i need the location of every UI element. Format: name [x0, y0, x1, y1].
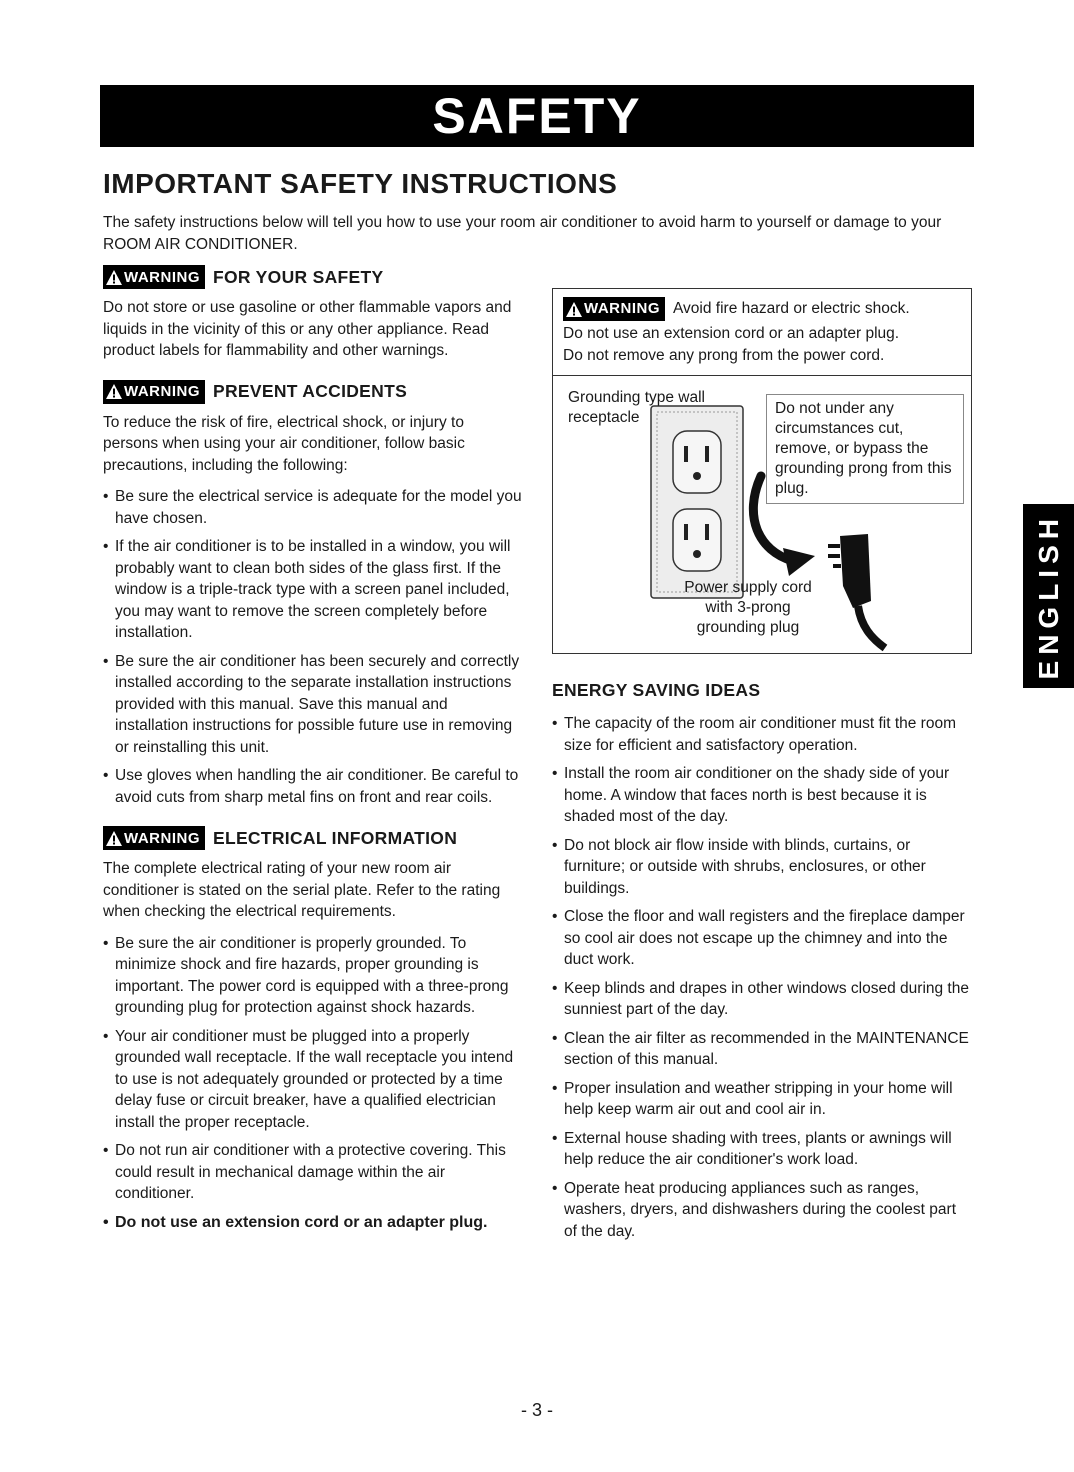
receptacle-diagram [553, 376, 971, 653]
electrical-heading [103, 826, 523, 850]
right-column [552, 288, 972, 1252]
warning-badge [563, 297, 665, 321]
prevent-accidents-list [103, 486, 523, 808]
list-item: • Be sure the electrical service is adequate for the model you have chosen. [103, 486, 523, 529]
power-cord-label [653, 578, 843, 638]
warning-badge [103, 265, 205, 289]
list-item: • The capacity of the room air conditioner must fit the room size for efficient and satisfactory operation. [552, 713, 972, 756]
list-item: • Operate heat producing appliances such as ranges, washers, dryers, and dishwashers during the coolest part of the day. [552, 1178, 972, 1243]
list-item: • Close the floor and wall registers and the fireplace damper so cool air does not escape up the chimney and into the duct work. [552, 906, 972, 971]
list-item: • Proper insulation and weather stripping in your home will help keep warm air out and cool air in. [552, 1078, 972, 1121]
prevent-accidents-heading [103, 380, 523, 404]
outlet-upper [673, 431, 721, 493]
page-number: - 3 - [520, 1400, 553, 1420]
warning-triangle-icon [105, 269, 123, 286]
power-cord-label-line: grounding plug [696, 619, 800, 636]
section-title: PREVENT ACCIDENTS [213, 381, 408, 401]
warning-badge-label: WARNING [124, 268, 200, 286]
warning-badge-label: WARNING [124, 383, 200, 400]
list-item: • If the air conditioner is to be installed in a window, you will probably want to clean both sides of the glass first. If the window is a triple-track type with a screen panel included, you may want to remove the screen completely before installation. [103, 536, 523, 644]
energy-title: ENERGY SAVING IDEAS [552, 680, 761, 700]
intro-text: The safety instructions below will tell you how to use your room air conditioner to avoid harm to yourself or damage to your ROOM AIR CONDITIONER. [103, 214, 942, 253]
electrical-list [103, 933, 523, 1234]
left-column [103, 265, 523, 1243]
power-cord-label-line: Power supply cord [684, 579, 812, 596]
list-item: • Be sure the air conditioner is properly grounded. To minimize shock and fire hazards, proper grounding is important. The power cord is equipped with a three-prong grounding plug for protection against shock hazards. [103, 933, 523, 1019]
warning-triangle-icon [105, 383, 123, 400]
language-tab [1023, 504, 1074, 688]
warning-lead: Avoid fire hazard or electric shock. [673, 300, 910, 317]
warning-line: Do not remove any prong from the power cord. [563, 347, 885, 364]
list-item: • Do not run air conditioner with a protective covering. This could result in mechanical damage within the air conditioner. [103, 1140, 523, 1205]
power-cord-label-line: with 3-prong [705, 599, 791, 616]
grounding-note: Do not under any circumstances cut, remove, or bypass the grounding prong from this plug. [766, 394, 964, 504]
list-item: • Keep blinds and drapes in other windows closed during the sunniest part of the day. [552, 978, 972, 1021]
warning-badge [103, 380, 205, 404]
list-item: • External house shading with trees, plants or awnings will help reduce the air conditioner's work load. [552, 1128, 972, 1171]
section-title: ELECTRICAL INFORMATION [213, 827, 458, 848]
warning-box [552, 288, 972, 654]
for-your-safety-heading [103, 265, 523, 289]
section-text: Do not store or use gasoline or other flammable vapors and liquids in the vicinity of this or any other appliance. Read product labels for flammability and other warnings. [103, 299, 512, 359]
list-item: • Install the room air conditioner on the shady side of your home. A window that faces north is best because it is shaded most of the day. [552, 763, 972, 828]
section-text: To reduce the risk of fire, electrical shock, or injury to persons when using your air conditioner, follow basic precautions, including the following: [103, 413, 465, 474]
warning-triangle-icon [105, 830, 123, 847]
warning-line: Do not use an extension cord or an adapter plug. [563, 325, 900, 342]
list-item: • Use gloves when handling the air conditioner. Be careful to avoid cuts from sharp metal fins on front and rear coils. [103, 765, 523, 808]
grounding-label: Grounding type wall receptacle [568, 389, 705, 426]
warning-badge-label: WARNING [584, 300, 660, 317]
warning-badge-label: WARNING [124, 829, 200, 847]
page-title: IMPORTANT SAFETY INSTRUCTIONS [103, 168, 618, 199]
list-item: • Do not block air flow inside with blinds, curtains, or furniture; or outside with shrubs, enclosures, or other buildings. [552, 835, 972, 900]
warning-triangle-icon [565, 301, 583, 318]
warning-badge [103, 826, 205, 850]
section-text: The complete electrical rating of your new room air conditioner is stated on the serial plate. Refer to the rating when checking the electrical requirements. [103, 860, 501, 920]
list-item: • Clean the air filter as recommended in the MAINTENANCE section of this manual. [552, 1028, 972, 1071]
language-tab-label: ENGLISH [1032, 512, 1064, 680]
list-item-bold: • Do not use an extension cord or an adapter plug. [103, 1212, 523, 1234]
section-banner: SAFETY [100, 85, 974, 147]
arrow-head-icon [783, 548, 815, 576]
section-title: FOR YOUR SAFETY [213, 266, 384, 287]
list-item: • Be sure the air conditioner has been securely and correctly installed according to the separate installation instructions provided with this manual. Save this manual and installation instructions for possible future use in removing or reinstalling this unit. [103, 651, 523, 759]
outlet-lower [673, 509, 721, 571]
list-item: • Your air conditioner must be plugged into a properly grounded wall receptacle. If the wall receptacle you intend to use is not adequately grounded or protected by a time delay fuse or circuit breaker, have a qualified electrician install the proper receptacle. [103, 1026, 523, 1134]
energy-list [552, 713, 972, 1242]
warning-box-text [553, 289, 971, 376]
